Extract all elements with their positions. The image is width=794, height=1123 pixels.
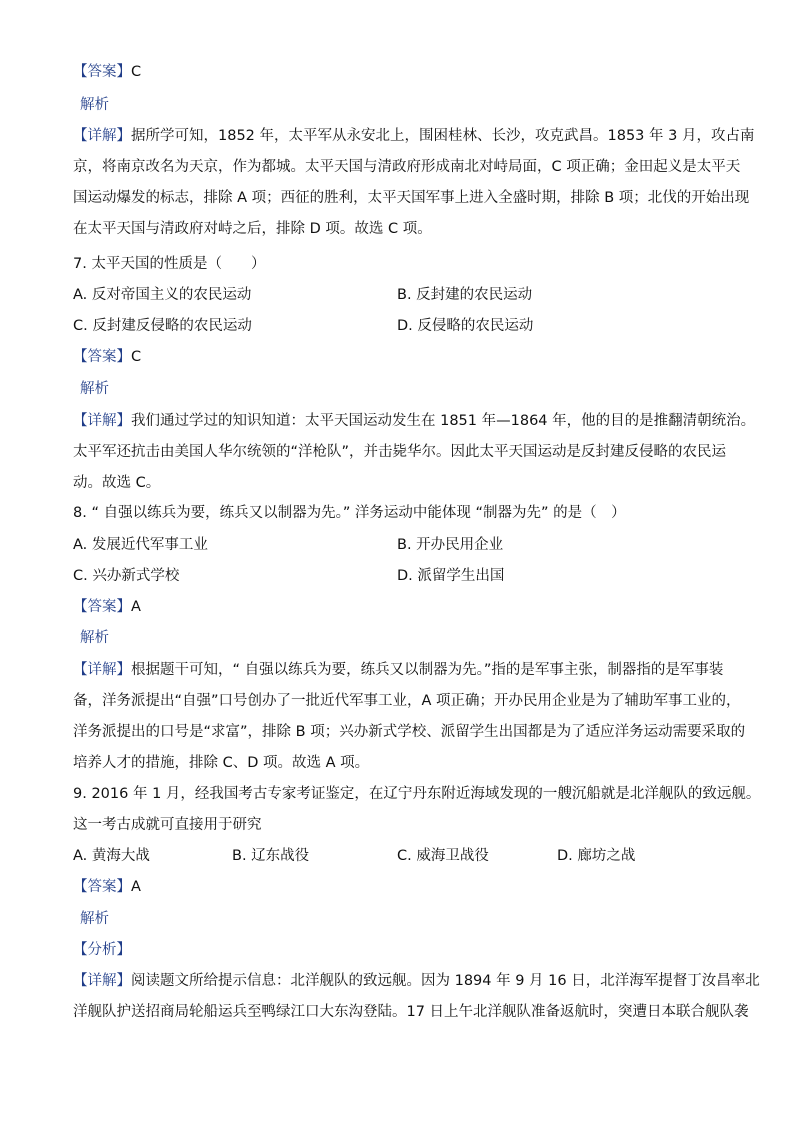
explanation-text: 我们通过学过的知识知道：太平天国运动发生在 1851 年—1864 年，他的目的是推翻清朝统治。 (131, 413, 756, 429)
explanation-line: 太平军还抗击由美国人华尔统领的“洋枪队”，并击毙华尔。因此太平天国运动是反封建反侵略的农民运 (73, 444, 727, 460)
answer-tag: 【答案】 (73, 349, 131, 365)
q8-option-d: D. 派留学生出国 (397, 568, 505, 584)
answer-value: C (131, 64, 142, 80)
analysis-label: 解析 (80, 97, 109, 113)
explanation-line: 在太平天国与清政府对峙之后，排除 D 项。故选 C 项。 (73, 221, 432, 237)
q9-option-d: D. 廊坊之战 (557, 848, 636, 864)
analysis-label: 解析 (80, 911, 109, 927)
explanation-line: 国运动爆发的标志，排除 A 项；西征的胜利，太平天国军事上进入全盛时期，排除 B 项；北伐的开始出现 (73, 190, 750, 206)
question-9-stem: 9. 2016 年 1 月，经我国考古专家考证鉴定，在辽宁丹东附近海域发现的一艘沉船就是北洋舰队的致远舰。 (73, 786, 761, 802)
explanation-line: 动。故选 C。 (73, 475, 161, 491)
explanation-line: 备，洋务派提出“自强”口号创办了一批近代军事工业，A 项正确；开办民用企业是为了辅助军事工业的， (73, 693, 741, 709)
question-7-stem: 7. 太平天国的性质是（ ） (73, 256, 266, 272)
explanation-line (73, 126, 754, 146)
explanation-text: 阅读题文所给提示信息：北洋舰队的致远舰。因为 1894 年 9 月 16 日，北洋海军提督丁汝昌率北 (131, 973, 760, 989)
answer-value: C (131, 349, 142, 365)
q8-option-c: C. 兴办新式学校 (73, 568, 180, 584)
explanation-line: 京，将南京改名为天京，作为都城。太平天国与清政府形成南北对峙局面，C 项正确；金田起义是太平天 (73, 159, 741, 175)
question-9-stem-cont: 这一考古成就可直接用于研究 (73, 817, 262, 833)
explanation-line: 培养人才的措施，排除 C、D 项。故选 A 项。 (73, 755, 370, 771)
explanation-line: 洋舰队护送招商局轮船运兵至鸭绿江口大东沟登陆。17 日上午北洋舰队准备返航时，突遭日本联合舰队袭 (73, 1004, 749, 1020)
q9-option-c: C. 威海卫战役 (397, 848, 489, 864)
explanation-line (73, 971, 760, 991)
answer-line (73, 62, 141, 82)
answer-line (73, 347, 141, 367)
explanation-text: 据所学可知，1852 年，太平军从永安北上，围困桂林、长沙，攻克武昌。1853 年 3 月，攻占南 (131, 128, 755, 144)
answer-line (73, 597, 141, 617)
answer-tag: 【答案】 (73, 64, 131, 80)
explanation-line: 洋务派提出的口号是“求富”，排除 B 项；兴办新式学校、派留学生出国都是为了适应洋务运动需要采取的 (73, 724, 746, 740)
explanation-tag: 【详解】 (73, 973, 131, 989)
answer-tag: 【答案】 (73, 599, 131, 615)
explanation-tag: 【详解】 (73, 413, 131, 429)
analysis-heading (73, 909, 109, 929)
explanation-tag: 【详解】 (73, 128, 131, 144)
q7-option-a: A. 反对帝国主义的农民运动 (73, 287, 252, 303)
q9-option-b: B. 辽东战役 (232, 848, 310, 864)
explanation-text: 根据题干可知，“ 自强以练兵为要，练兵又以制器为先。”指的是军事主张，制器指的是军事装 (131, 662, 724, 678)
analysis-heading (73, 95, 109, 115)
answer-line (73, 877, 141, 897)
q8-option-a: A. 发展近代军事工业 (73, 537, 208, 553)
analysis-tag: 【分析】 (73, 942, 131, 958)
analysis-label: 解析 (80, 381, 109, 397)
answer-value: A (131, 879, 141, 895)
answer-tag: 【答案】 (73, 879, 131, 895)
question-8-stem: 8. “ 自强以练兵为要，练兵又以制器为先。” 洋务运动中能体现 “制器为先” 的是（ ） (73, 505, 626, 521)
q8-option-b: B. 开办民用企业 (397, 537, 504, 553)
answer-value: A (131, 599, 141, 615)
explanation-tag: 【详解】 (73, 662, 131, 678)
analysis-heading (73, 628, 109, 648)
q7-option-d: D. 反侵略的农民运动 (397, 318, 534, 334)
q7-option-b: B. 反封建的农民运动 (397, 287, 533, 303)
analysis-label: 解析 (80, 630, 109, 646)
q7-option-c: C. 反封建反侵略的农民运动 (73, 318, 252, 334)
q9-option-a: A. 黄海大战 (73, 848, 150, 864)
analysis-subheading (73, 940, 131, 960)
explanation-line (73, 411, 755, 431)
explanation-line (73, 660, 723, 680)
analysis-heading (73, 379, 109, 399)
